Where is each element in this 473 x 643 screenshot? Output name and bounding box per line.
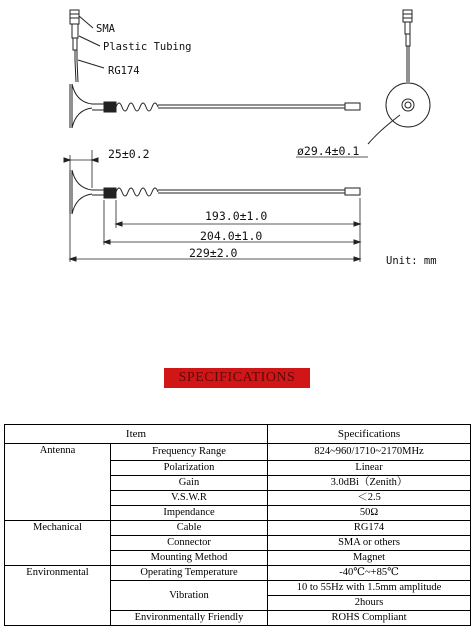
row-name: Environmentally Friendly xyxy=(111,611,268,626)
row-name: Connector xyxy=(111,536,268,551)
row-value: 3.0dBi（Zenith） xyxy=(268,476,471,491)
specifications-banner: SPECIFICATIONS xyxy=(164,368,310,388)
table-row xyxy=(5,444,471,461)
row-value: RG174 xyxy=(268,521,471,536)
group-antenna: Antenna xyxy=(5,444,111,521)
specifications-table xyxy=(4,424,471,626)
row-name: Impendance xyxy=(111,506,268,521)
dimension-base-height: 25±0.2 xyxy=(108,147,150,161)
row-value: Linear xyxy=(268,461,471,476)
dimension-diameter: ø29.4±0.1 xyxy=(297,144,360,158)
row-value: 10 to 55Hz with 1.5mm amplitude xyxy=(268,581,471,596)
dimension-length-193: 193.0±1.0 xyxy=(205,209,268,223)
header-item: Item xyxy=(5,425,268,444)
row-value: 50Ω xyxy=(268,506,471,521)
header-specifications: Specifications xyxy=(268,425,471,444)
table-row xyxy=(5,521,471,536)
row-name: Operating Temperature xyxy=(111,566,268,581)
row-value: ROHS Compliant xyxy=(268,611,471,626)
group-mechanical: Mechanical xyxy=(5,521,111,566)
table-row xyxy=(5,566,471,581)
row-value: ＜2.5 xyxy=(268,491,471,506)
row-name: V.S.W.R xyxy=(111,491,268,506)
row-value: SMA or others xyxy=(268,536,471,551)
row-name: Gain xyxy=(111,476,268,491)
row-value: 824~960/1710~2170MHz xyxy=(268,444,471,461)
group-environmental: Environmental xyxy=(5,566,111,626)
top-view xyxy=(368,10,430,144)
callout-sma: SMA xyxy=(96,23,115,35)
row-name: Frequency Range xyxy=(111,444,268,461)
callout-rg174: RG174 xyxy=(108,65,140,77)
row-value: -40℃~+85℃ xyxy=(268,566,471,581)
dimension-length-204: 204.0±1.0 xyxy=(200,229,263,243)
unit-label: Unit: mm xyxy=(386,255,437,267)
row-name: Mounting Method xyxy=(111,551,268,566)
row-value-continued: 2hours xyxy=(268,596,471,611)
row-name: Vibration xyxy=(111,581,268,611)
row-name: Cable xyxy=(111,521,268,536)
callout-plastic-tubing: Plastic Tubing xyxy=(103,41,192,53)
table-header-row xyxy=(5,425,471,444)
row-name: Polarization xyxy=(111,461,268,476)
dimension-length-229: 229±2.0 xyxy=(189,246,238,260)
antenna-technical-drawing xyxy=(0,0,473,300)
row-value: Magnet xyxy=(268,551,471,566)
